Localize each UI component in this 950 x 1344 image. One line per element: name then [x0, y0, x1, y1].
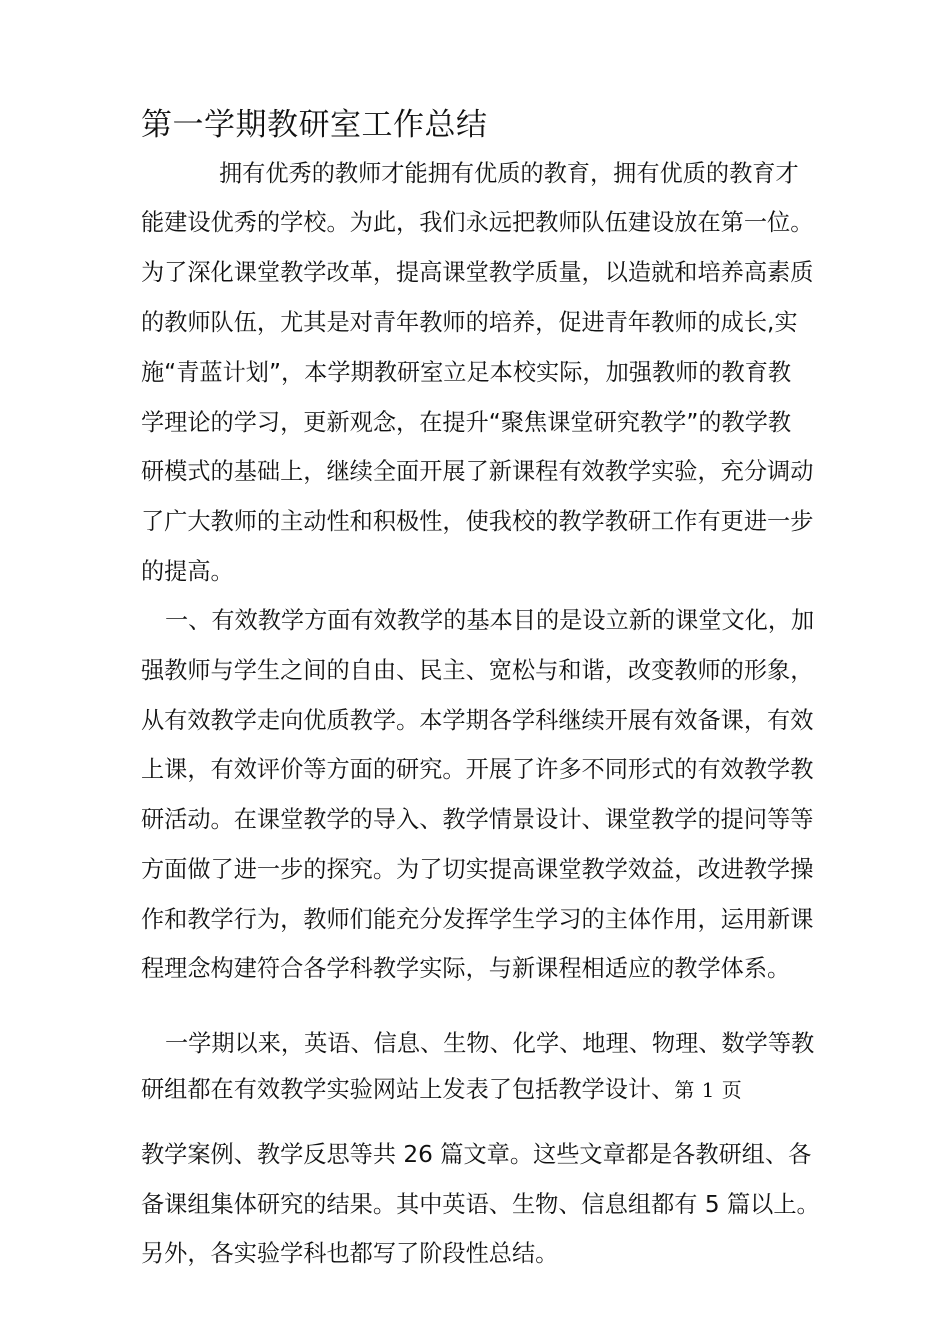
body-text-line: 研活动。在课堂教学的导入、教学情景设计、课堂教学的提问等等 [141, 806, 814, 833]
body-text-line: 上课，有效评价等方面的研究。开展了许多不同形式的有效教学教 [141, 756, 814, 783]
body-text-line: 的教师队伍，尤其是对青年教师的培养，促进青年教师的成长,实 [141, 309, 798, 336]
body-text-line: 了广大教师的主动性和积极性，使我校的教学教研工作有更进一步 [141, 508, 814, 535]
body-text-line: 从有效教学走向优质教学。本学期各学科继续开展有效备课，有效 [141, 707, 814, 734]
body-text-line: 另外，各实验学科也都写了阶段性总结。 [141, 1240, 559, 1267]
body-text-line: 方面做了进一步的探究。为了切实提高课堂教学效益，改进教学操 [141, 856, 814, 883]
document-title: 第一学期教研室工作总结 [141, 107, 488, 143]
body-text-line: 拥有优秀的教师才能拥有优质的教育，拥有优质的教育才 [219, 160, 799, 187]
body-text-line: 为了深化课堂教学改革，提高课堂教学质量，以造就和培养高素质 [141, 259, 814, 286]
body-text-line: 的提高。 [141, 558, 234, 585]
body-text-line: 研模式的基础上，继续全面开展了新课程有效教学实验，充分调动 [141, 458, 814, 485]
body-text-line: 程理念构建符合各学科教学实际，与新课程相适应的教学体系。 [141, 955, 791, 982]
body-text-line: 施“青蓝计划”，本学期教研室立足本校实际，加强教师的教育教 [141, 359, 792, 386]
body-text-line: 一、有效教学方面有效教学的基本目的是设立新的课堂文化，加 [165, 607, 815, 634]
body-text-line: 能建设优秀的学校。为此，我们永远把教师队伍建设放在第一位。 [141, 209, 814, 236]
body-text-line [141, 1075, 742, 1105]
body-text-line: 学理论的学习，更新观念，在提升“聚焦课堂研究教学”的教学教 [141, 409, 792, 436]
body-text-line: 教学案例、教学反思等共 26 篇文章。这些文章都是各教研组、各 [141, 1141, 812, 1168]
body-text-line: 作和教学行为，教师们能充分发挥学生学习的主体作用，运用新课 [141, 906, 814, 933]
body-text-segment: 研组都在有效教学实验网站上发表了包括教学设计、 [141, 1076, 675, 1103]
body-text-line: 强教师与学生之间的自由、民主、宽松与和谐，改变教师的形象， [141, 657, 814, 684]
page-number-label: 第 1 页 [674, 1078, 743, 1102]
body-text-line: 备课组集体研究的结果。其中英语、生物、信息组都有 5 篇以上。 [141, 1191, 820, 1218]
body-text-line: 一学期以来，英语、信息、生物、化学、地理、物理、数学等教 [165, 1030, 815, 1057]
